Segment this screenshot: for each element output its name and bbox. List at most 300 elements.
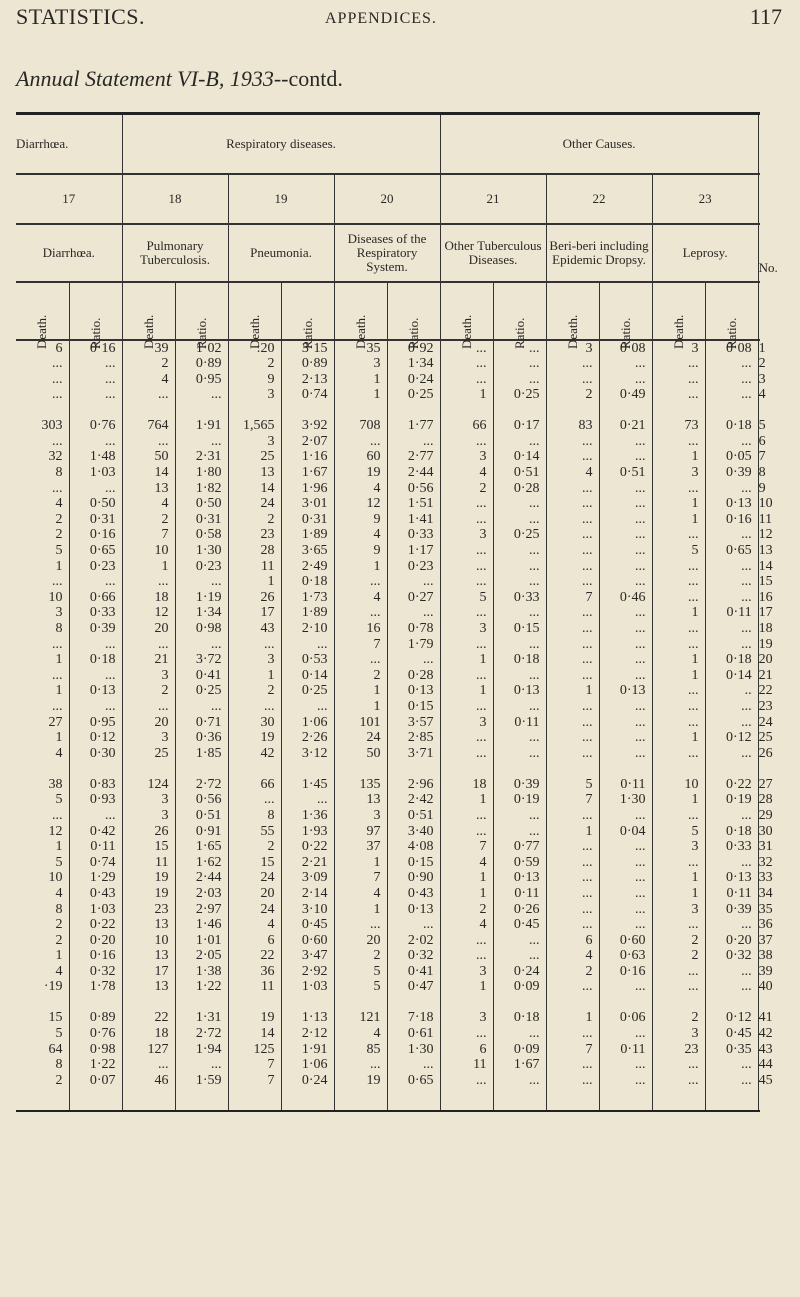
ratio-cell: 0·30	[69, 746, 122, 762]
ratio-cell: 0·25	[175, 683, 228, 699]
row-number: 42	[758, 1026, 773, 1042]
ratio-cell: ...	[599, 652, 652, 668]
ratio-cell: 0·18	[705, 824, 758, 840]
ratio-cell: ...	[387, 574, 440, 590]
ratio-cell: 0·49	[599, 387, 652, 403]
death-cell: 125	[228, 1042, 281, 1058]
ratio-cell: 0·28	[387, 668, 440, 684]
death-cell: 11	[440, 1057, 493, 1073]
ratio-cell: 1·30	[387, 1042, 440, 1058]
death-cell: ...	[440, 637, 493, 653]
ratio-cell: 7·18	[387, 995, 440, 1026]
ratio-cell: 2·42	[387, 792, 440, 808]
death-cell: ...	[122, 574, 175, 590]
ratio-cell: 2·21	[281, 855, 334, 871]
death-cell: 2	[228, 512, 281, 528]
ratio-subheader-cell	[493, 282, 546, 349]
death-cell: 19	[228, 995, 281, 1026]
ratio-cell: 0·24	[281, 1073, 334, 1089]
ratio-subheader: Ratio.	[617, 317, 633, 349]
ratio-cell: 0·90	[387, 870, 440, 886]
ratio-cell: 0·45	[493, 917, 546, 933]
ratio-cell: 0·25	[387, 387, 440, 403]
death-cell: 97	[334, 824, 387, 840]
ratio-cell: 1·79	[387, 637, 440, 653]
table-row	[16, 1057, 760, 1073]
death-cell: 7	[228, 1057, 281, 1073]
page-number: 117	[749, 4, 782, 29]
death-cell: 1	[440, 792, 493, 808]
death-cell: 5	[652, 543, 705, 559]
table-row	[16, 465, 760, 481]
death-cell: 1	[228, 574, 281, 590]
death-cell: 1	[440, 683, 493, 699]
table-row	[16, 933, 760, 949]
ratio-cell: 1·89	[281, 527, 334, 543]
row-number: 31	[758, 839, 773, 855]
ratio-cell: 0·18	[493, 995, 546, 1026]
page-title	[16, 66, 343, 92]
death-subheader: Death.	[140, 314, 156, 349]
death-cell: ...	[546, 902, 599, 918]
row-number: 24	[758, 714, 773, 730]
ratio-cell: ...	[599, 668, 652, 684]
death-cell: 3	[652, 1026, 705, 1042]
ratio-cell: 2·05	[175, 948, 228, 964]
death-cell: 4	[334, 527, 387, 543]
death-cell: 22	[122, 995, 175, 1026]
ratio-cell: 1·06	[281, 1057, 334, 1073]
column-number: 18	[122, 174, 228, 224]
death-cell: 2	[55, 527, 63, 543]
ratio-cell: 1·02	[175, 340, 228, 357]
ratio-cell: 0·33	[387, 527, 440, 543]
death-cell: ...	[652, 621, 705, 637]
death-cell: 4	[440, 465, 493, 481]
ratio-cell: 0·32	[387, 948, 440, 964]
death-cell: 2	[228, 839, 281, 855]
ratio-cell: 1·80	[175, 465, 228, 481]
ratio-cell: 1·82	[175, 481, 228, 497]
group-other-causes: Other Causes.	[440, 114, 758, 174]
ratio-cell: ...	[387, 917, 440, 933]
death-cell: ...	[546, 1057, 599, 1073]
ratio-cell: 0·28	[493, 481, 546, 497]
death-cell: ...	[546, 746, 599, 762]
ratio-cell: 0·19	[705, 792, 758, 808]
death-cell: 4	[228, 917, 281, 933]
ratio-cell: ...	[387, 434, 440, 450]
death-cell: 36	[228, 964, 281, 980]
ratio-cell: ...	[599, 1057, 652, 1073]
death-cell: 2	[440, 481, 493, 497]
death-cell: 1	[652, 668, 705, 684]
row-number: 6	[758, 433, 766, 449]
death-cell: 1	[440, 870, 493, 886]
table-row	[16, 792, 760, 808]
row-number: 43	[758, 1041, 773, 1057]
ratio-cell: 1·22	[69, 1057, 122, 1073]
row-number: 37	[758, 932, 773, 948]
row-number: 35	[758, 901, 773, 917]
ratio-cell: 0·76	[69, 1026, 122, 1042]
ratio-cell: ...	[705, 1073, 758, 1089]
ratio-cell: 0·04	[599, 824, 652, 840]
column-number: 23	[652, 174, 758, 224]
death-cell: 10	[652, 761, 705, 792]
row-number: 14	[758, 558, 773, 574]
ratio-cell: 1·78	[69, 979, 122, 995]
ratio-cell: 0·89	[281, 356, 334, 372]
table-row	[16, 761, 760, 792]
death-cell: 303	[41, 418, 63, 434]
ratio-cell: ...	[493, 512, 546, 528]
table-row	[16, 605, 760, 621]
death-cell: 1	[652, 605, 705, 621]
death-cell: 2	[55, 1072, 63, 1088]
death-cell: 2	[546, 387, 599, 403]
table-row	[16, 746, 760, 762]
table-row	[16, 496, 760, 512]
death-cell: 4	[546, 465, 599, 481]
death-cell: 5	[440, 590, 493, 606]
ratio-cell: 0·24	[493, 964, 546, 980]
death-cell: 19	[122, 870, 175, 886]
ratio-subheader: Ratio.	[723, 317, 739, 349]
death-cell: 18	[122, 590, 175, 606]
table-row	[16, 403, 760, 434]
ratio-cell: ...	[599, 808, 652, 824]
ratio-cell: 0·13	[69, 683, 122, 699]
ratio-cell: 0·25	[493, 527, 546, 543]
death-cell: 7	[546, 590, 599, 606]
ratio-cell: 0·45	[705, 1026, 758, 1042]
death-cell: 3	[228, 652, 281, 668]
death-cell: 17	[228, 605, 281, 621]
death-cell: 7	[440, 839, 493, 855]
ratio-cell: 0·11	[493, 715, 546, 731]
death-cell: 1	[652, 792, 705, 808]
death-cell: 23	[228, 527, 281, 543]
ratio-cell: ...	[175, 1057, 228, 1073]
death-cell: ...	[52, 480, 63, 496]
death-cell: ...	[440, 340, 493, 357]
ratio-cell: ...	[705, 527, 758, 543]
death-cell: 8	[55, 621, 63, 636]
death-cell: ...	[546, 356, 599, 372]
row-number: 13	[758, 543, 773, 559]
column-number: 17	[62, 190, 76, 206]
ratio-cell: 1·89	[281, 605, 334, 621]
ratio-cell: 0·13	[387, 683, 440, 699]
death-cell: 5	[334, 964, 387, 980]
death-cell: ...	[440, 434, 493, 450]
death-cell: 8	[55, 465, 63, 481]
death-cell: 1	[546, 824, 599, 840]
column-name: Diseases of the Respiratory System.	[334, 224, 440, 282]
ratio-cell: 0·51	[493, 465, 546, 481]
ratio-cell: ...	[705, 481, 758, 497]
row-number: 38	[758, 948, 773, 964]
ratio-subheader: Ratio.	[299, 317, 315, 349]
death-cell: 4	[122, 372, 175, 388]
group-diarrhoea: Diarrhœa.	[16, 135, 69, 151]
death-cell: ...	[52, 371, 63, 387]
ratio-cell: 0·17	[493, 403, 546, 434]
death-cell: ...	[122, 637, 175, 653]
death-cell: 66	[228, 761, 281, 792]
death-cell: ...	[440, 746, 493, 762]
table-row	[16, 372, 760, 388]
column-number: 19	[228, 174, 334, 224]
ratio-cell: ...	[599, 917, 652, 933]
death-cell: 1	[440, 387, 493, 403]
ratio-cell: 0·31	[175, 512, 228, 528]
death-cell: 30	[228, 715, 281, 731]
death-cell: 1	[55, 652, 63, 668]
death-cell: ...	[652, 964, 705, 980]
death-cell: ...	[546, 839, 599, 855]
table-row	[16, 699, 760, 715]
death-cell: 1	[55, 839, 63, 855]
death-cell: 4	[334, 886, 387, 902]
table-row	[16, 590, 760, 606]
running-head	[0, 4, 800, 34]
row-number: 7	[758, 449, 766, 465]
ratio-cell: 2·72	[175, 761, 228, 792]
death-cell: 4	[55, 496, 63, 512]
row-number: 19	[758, 636, 773, 652]
group-respiratory: Respiratory diseases.	[122, 114, 440, 174]
ratio-cell: 1·65	[175, 839, 228, 855]
death-cell: 37	[334, 839, 387, 855]
death-cell: 5	[55, 543, 63, 559]
ratio-cell: ...	[175, 699, 228, 715]
ratio-cell: 0·43	[387, 886, 440, 902]
running-head-center: APPENDICES.	[325, 10, 437, 27]
ratio-cell: ...	[599, 543, 652, 559]
ratio-cell: 0·51	[599, 465, 652, 481]
ratio-cell: 0·23	[69, 559, 122, 575]
death-cell: 26	[122, 824, 175, 840]
ratio-cell: 0·93	[69, 792, 122, 808]
death-cell: 55	[228, 824, 281, 840]
death-cell: 1	[334, 855, 387, 871]
ratio-cell: 0·22	[69, 917, 122, 933]
row-number: 41	[758, 995, 760, 1026]
death-cell: 3	[546, 340, 599, 357]
ratio-cell: 2·10	[281, 621, 334, 637]
ratio-cell: 1·59	[175, 1073, 228, 1089]
ratio-cell: 0·43	[69, 886, 122, 902]
death-cell: 1	[228, 668, 281, 684]
table-row	[16, 340, 760, 357]
ratio-cell: ...	[705, 621, 758, 637]
ratio-cell: ...	[175, 434, 228, 450]
death-cell: 4	[334, 1026, 387, 1042]
row-number: 15	[758, 574, 773, 590]
death-cell: ...	[440, 543, 493, 559]
table-row	[16, 964, 760, 980]
death-cell: ...	[546, 886, 599, 902]
death-cell: ...	[546, 870, 599, 886]
death-cell: 708	[334, 403, 387, 434]
row-number: 3	[758, 371, 766, 387]
table-row	[16, 543, 760, 559]
ratio-cell: ...	[387, 1057, 440, 1073]
ratio-cell: 0·15	[387, 855, 440, 871]
row-number: 34	[758, 885, 773, 901]
ratio-cell: ...	[599, 886, 652, 902]
death-cell: 23	[122, 902, 175, 918]
statistics-table	[16, 112, 778, 1112]
ratio-cell: 2·49	[281, 559, 334, 575]
table-row	[16, 668, 760, 684]
death-cell: 12	[334, 496, 387, 512]
ratio-cell: ...	[705, 746, 758, 762]
table-row	[16, 730, 760, 746]
ratio-cell: ...	[69, 356, 122, 372]
ratio-cell: 0·27	[387, 590, 440, 606]
ratio-cell: 0·14	[493, 449, 546, 465]
death-cell: 7	[334, 870, 387, 886]
ratio-cell: 3·15	[281, 340, 334, 357]
ratio-cell: 0·51	[387, 808, 440, 824]
death-cell: 3	[652, 902, 705, 918]
death-cell: 6	[440, 1042, 493, 1058]
death-cell: 32	[48, 449, 63, 465]
death-cell: ...	[546, 543, 599, 559]
death-subheader-cell	[652, 282, 705, 349]
ratio-cell: 0·65	[69, 543, 122, 559]
death-cell: ...	[440, 699, 493, 715]
death-cell: 1	[334, 902, 387, 918]
ratio-cell: ...	[599, 605, 652, 621]
death-cell: 1	[55, 730, 63, 746]
ratio-cell: ...	[599, 902, 652, 918]
ratio-cell: 0·11	[599, 761, 652, 792]
ratio-cell: 0·16	[69, 527, 122, 543]
table-row	[16, 652, 760, 668]
ratio-cell: ...	[493, 434, 546, 450]
death-cell: 3	[122, 668, 175, 684]
row-number: 30	[758, 823, 773, 839]
death-cell: 14	[228, 481, 281, 497]
death-cell: 19	[334, 465, 387, 481]
row-number: 25	[758, 730, 773, 746]
ratio-cell: 0·39	[69, 621, 122, 637]
ratio-cell: ...	[705, 559, 758, 575]
death-cell: ...	[652, 1073, 705, 1089]
death-cell: ...	[546, 434, 599, 450]
row-number: 29	[758, 807, 773, 823]
death-cell: 1	[546, 683, 599, 699]
ratio-cell: ...	[599, 481, 652, 497]
death-cell: 1	[334, 387, 387, 403]
death-cell: 35	[334, 340, 387, 357]
death-cell: ...	[546, 449, 599, 465]
ratio-subheader: Ratio.	[193, 317, 209, 349]
ratio-cell: 2·07	[281, 434, 334, 450]
ratio-cell: ...	[69, 668, 122, 684]
death-cell: 9	[228, 372, 281, 388]
death-cell: 24	[228, 902, 281, 918]
row-number: 36	[758, 917, 773, 933]
death-cell: ...	[334, 917, 387, 933]
no-header: No.	[758, 224, 760, 282]
death-cell: 3	[652, 839, 705, 855]
death-cell: ...	[52, 698, 63, 714]
death-cell: 2	[55, 932, 63, 948]
ratio-cell: ...	[705, 964, 758, 980]
death-cell: ...	[334, 434, 387, 450]
column-name: Diarrhœa.	[42, 244, 95, 260]
ratio-cell: 0·15	[493, 621, 546, 637]
ratio-cell: 0·16	[705, 512, 758, 528]
death-cell: ...	[652, 387, 705, 403]
ratio-cell: 0·12	[69, 730, 122, 746]
row-number: 10	[758, 496, 773, 512]
row-number: 9	[758, 480, 766, 496]
ratio-cell: 0·92	[387, 340, 440, 357]
row-number: 27	[758, 761, 760, 792]
ratio-cell: 2·12	[281, 1026, 334, 1042]
death-cell: 3	[440, 527, 493, 543]
ratio-cell: ...	[175, 574, 228, 590]
death-cell: 1	[334, 699, 387, 715]
death-cell: 85	[334, 1042, 387, 1058]
death-cell: 3	[334, 356, 387, 372]
death-cell: 22	[228, 948, 281, 964]
ratio-cell: 2·02	[387, 933, 440, 949]
death-cell: 3	[228, 434, 281, 450]
ratio-cell: 1·29	[69, 870, 122, 886]
ratio-cell: ...	[493, 668, 546, 684]
ratio-cell: 0·98	[69, 1042, 122, 1058]
death-cell: 3	[440, 621, 493, 637]
death-cell: 2	[334, 948, 387, 964]
ratio-cell: 0·26	[493, 902, 546, 918]
death-cell: 25	[228, 449, 281, 465]
ratio-cell: ...	[69, 574, 122, 590]
ratio-cell: ...	[493, 372, 546, 388]
death-cell: 42	[228, 746, 281, 762]
death-cell: ...	[122, 434, 175, 450]
death-cell: ...	[228, 792, 281, 808]
ratio-cell: 0·13	[705, 496, 758, 512]
row-number: 4	[758, 387, 766, 403]
ratio-cell: 2·14	[281, 886, 334, 902]
ratio-cell: 1·67	[493, 1057, 546, 1073]
ratio-cell: ...	[599, 839, 652, 855]
death-cell: ...	[52, 574, 63, 590]
death-cell: ...	[440, 372, 493, 388]
death-cell: 3	[122, 808, 175, 824]
ratio-cell: 0·39	[493, 761, 546, 792]
ratio-cell: 1·41	[387, 512, 440, 528]
death-cell: ...	[440, 356, 493, 372]
ratio-cell: 0·41	[387, 964, 440, 980]
ratio-cell: 1·19	[175, 590, 228, 606]
death-cell: ...	[440, 574, 493, 590]
death-cell: 3	[228, 387, 281, 403]
death-subheader: Death.	[34, 314, 50, 349]
death-cell: ...	[440, 559, 493, 575]
death-cell: ·19	[43, 979, 63, 995]
ratio-cell: 0·65	[705, 543, 758, 559]
death-subheader: Death.	[564, 314, 580, 349]
ratio-cell: 2·13	[281, 372, 334, 388]
